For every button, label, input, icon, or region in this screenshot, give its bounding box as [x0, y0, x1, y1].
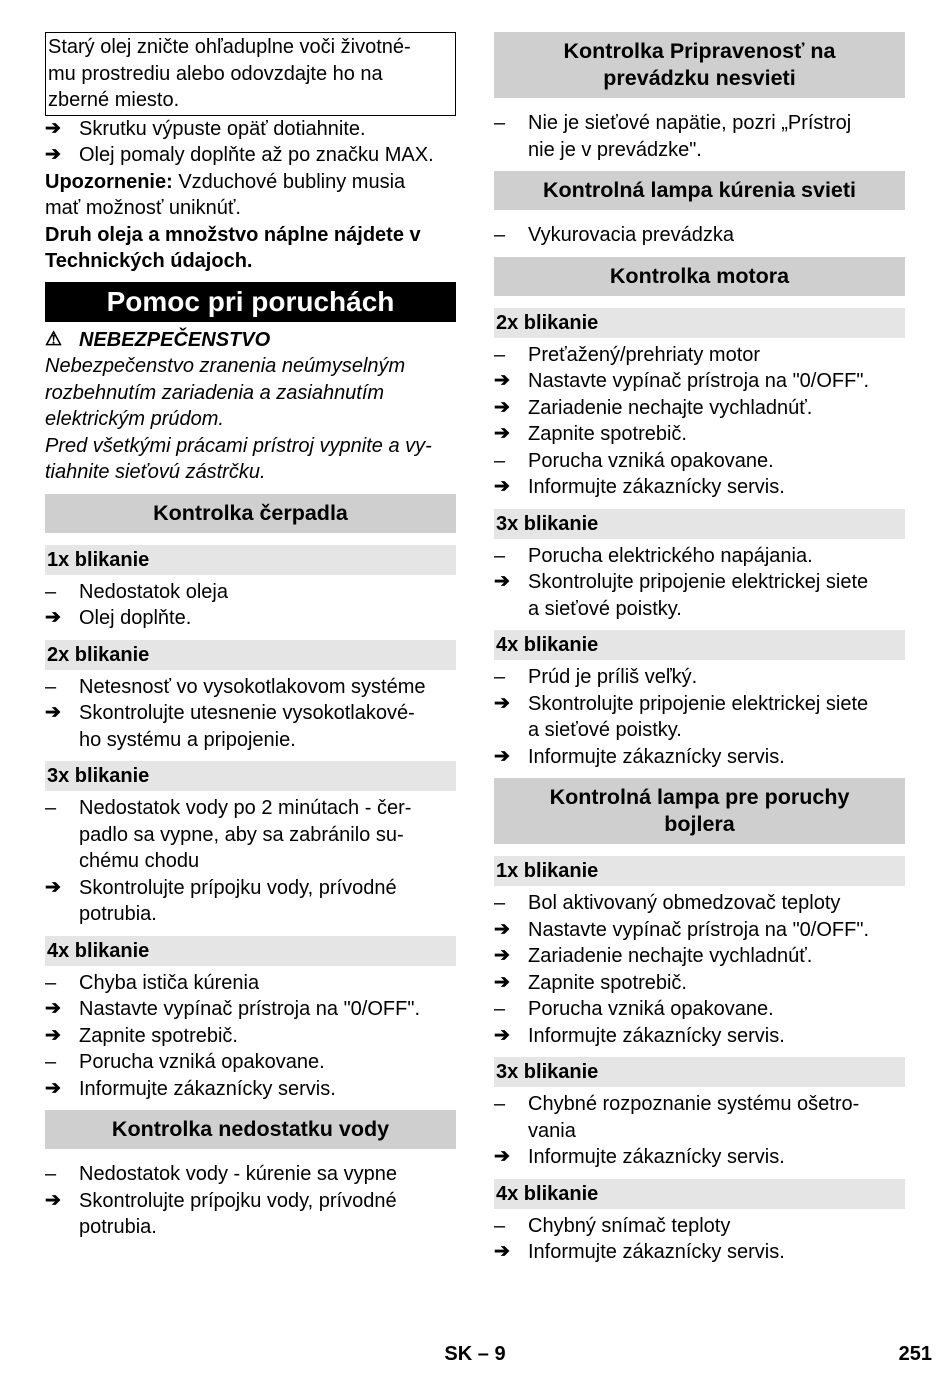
- item-text: [528, 917, 905, 944]
- item-text: [79, 674, 456, 701]
- oil-info-line: Druh oleja a množstvo náplne nájdete v: [45, 223, 421, 246]
- note-line: mať možnosť uniknúť.: [45, 197, 241, 219]
- list-item: [45, 142, 456, 169]
- item-line: Porucha vzniká opakovane.: [528, 998, 774, 1020]
- item-text: [528, 368, 905, 395]
- blink-subheading: 2x blikanie: [494, 308, 905, 338]
- item-text: [79, 1049, 456, 1076]
- item-text: [528, 222, 905, 249]
- note-text: Vzduchové bubliny musia: [172, 170, 406, 193]
- item-line: Informujte zákaznícky servis.: [528, 476, 785, 498]
- arrow-right-icon: ➔: [494, 1146, 510, 1167]
- item-line: Skontrolujte utesnenie vysokotlakové-: [79, 702, 415, 724]
- item-line: Skontrolujte prípojku vody, prívodné: [79, 876, 397, 899]
- list-item: [494, 395, 905, 422]
- danger-label: NEBEZPEČENSTVO: [79, 328, 271, 351]
- item-line: Chybné rozpoznanie systému ošetro-: [528, 1093, 860, 1115]
- item-line: Skontrolujte pripojenie elektrickej siete: [528, 571, 869, 593]
- dash-bullet: –: [45, 1051, 57, 1073]
- arrow-right-icon: ➔: [45, 998, 61, 1019]
- blink-subheading: 3x blikanie: [494, 509, 905, 539]
- list-item: [45, 795, 456, 875]
- arrow-right-icon: ➔: [494, 571, 510, 592]
- item-line: vania: [528, 1119, 576, 1142]
- item-text: [528, 691, 905, 744]
- arrow-right-icon: ➔: [494, 396, 510, 418]
- item-line: Nedostatok vody - kúrenie sa vypne: [79, 1163, 397, 1185]
- danger-line: elektrickým prúdom.: [45, 408, 224, 430]
- heading-line: prevádzku nesvieti: [603, 66, 796, 90]
- item-text: [528, 1023, 905, 1050]
- boiler-sections: [494, 856, 905, 1266]
- list-item: [494, 890, 905, 917]
- step-text: Olej pomaly doplňte až po značku MAX.: [79, 144, 434, 166]
- item-text: [528, 395, 905, 422]
- list-item: [494, 744, 905, 771]
- dash-bullet: –: [494, 449, 506, 472]
- list-item: [45, 1161, 456, 1188]
- blink-subheading: 3x blikanie: [45, 761, 456, 791]
- dash-bullet: –: [494, 224, 506, 246]
- item-line: Informujte zákaznícky servis.: [79, 1077, 336, 1100]
- list-item: [45, 1188, 456, 1241]
- item-line: Chybný snímač teploty: [528, 1214, 731, 1237]
- item-text: [528, 970, 905, 997]
- motor-sections: [494, 308, 905, 771]
- item-line: Porucha vzniká opakovane.: [528, 449, 774, 472]
- list-item: [494, 691, 905, 744]
- item-line: Skontrolujte prípojku vody, prívodné: [79, 1189, 397, 1212]
- item-line: Preťažený/prehriaty motor: [528, 343, 761, 366]
- blink-subheading: 3x blikanie: [494, 1057, 905, 1087]
- list-item: [494, 421, 905, 448]
- arrow-right-icon: ➔: [494, 692, 510, 714]
- list-item: [494, 448, 905, 475]
- list-item: [494, 222, 905, 249]
- motor-indicator-heading: Kontrolka motora: [494, 257, 905, 296]
- item-line: Nedostatok vody po 2 minútach - čer-: [79, 797, 412, 819]
- item-text: [528, 569, 905, 622]
- danger-heading: [45, 327, 456, 354]
- ready-items: [494, 110, 905, 163]
- list-item: [45, 970, 456, 997]
- arrow-right-icon: ➔: [494, 1241, 510, 1262]
- section-title: Pomoc pri poruchách: [45, 282, 456, 322]
- note-paragraph: [45, 169, 456, 196]
- list-item: [45, 700, 456, 753]
- item-line: Bol aktivovaný obmedzovač teploty: [528, 892, 841, 914]
- item-text: [528, 1239, 905, 1266]
- item-text: [528, 744, 905, 771]
- item-text: [79, 1076, 456, 1103]
- arrow-right-icon: ➔: [494, 476, 510, 497]
- danger-line: rozbehnutím zariadenia a zasiahnutím: [45, 381, 385, 404]
- dash-bullet: –: [494, 343, 506, 366]
- list-item: [494, 943, 905, 970]
- item-text: [79, 1161, 456, 1188]
- list-item: [45, 996, 456, 1023]
- dash-bullet: –: [494, 892, 506, 914]
- list-item: [494, 1144, 905, 1171]
- blink-subheading: 2x blikanie: [45, 640, 456, 670]
- box-line: Starý olej zničte ohľaduplne voči životné-: [48, 36, 411, 58]
- dash-bullet: –: [45, 1163, 57, 1185]
- warning-triangle-icon: ⚠: [45, 328, 63, 350]
- dash-bullet: –: [494, 666, 506, 688]
- item-line: a sieťové poistky.: [528, 719, 682, 741]
- item-line: Zapnite spotrebič.: [528, 423, 687, 445]
- ready-indicator-heading: [494, 32, 905, 98]
- danger-line: Nebezpečenstvo zranenia neúmyselným: [45, 355, 406, 377]
- dash-bullet: –: [494, 1214, 506, 1237]
- dash-bullet: –: [45, 797, 57, 819]
- heading-line: Kontrolná lampa pre poruchy: [549, 785, 850, 809]
- item-line: Olej doplňte.: [79, 607, 192, 629]
- item-line: Nie je sieťové napätie, pozri „Prístroj: [528, 112, 852, 134]
- danger-line: tiahnite sieťovú zástrčku.: [45, 461, 266, 483]
- item-line: chému chodu: [79, 850, 200, 872]
- item-line: Informujte zákaznícky servis.: [528, 1241, 785, 1263]
- heading-line: Kontrolka Pripravenosť na: [563, 39, 836, 63]
- item-line: Prúd je príliš veľký.: [528, 666, 698, 688]
- list-item: [45, 116, 456, 143]
- dash-bullet: –: [45, 971, 57, 994]
- pump-indicator-heading: Kontrolka čerpadla: [45, 494, 456, 533]
- left-column: [45, 32, 456, 1241]
- item-text: [528, 342, 905, 369]
- blink-subheading: 1x blikanie: [45, 545, 456, 575]
- list-item: [494, 569, 905, 622]
- item-line: Chyba ističa kúrenia: [79, 971, 260, 994]
- dash-bullet: –: [494, 544, 506, 567]
- step-text: Skrutku výpuste opäť dotiahnite.: [79, 117, 366, 140]
- list-item: [494, 342, 905, 369]
- item-line: Zapnite spotrebič.: [79, 1024, 238, 1047]
- item-text: [528, 890, 905, 917]
- page-number: 251: [898, 1343, 932, 1365]
- dash-bullet: –: [494, 112, 506, 134]
- pump-sections: [45, 545, 456, 1103]
- item-line: Informujte zákaznícky servis.: [528, 745, 785, 768]
- arrow-right-icon: ➔: [45, 702, 61, 723]
- water-shortage-items: [45, 1161, 456, 1241]
- blink-subheading: 4x blikanie: [45, 936, 456, 966]
- list-item: [494, 1239, 905, 1266]
- blink-subheading: 1x blikanie: [494, 856, 905, 886]
- list-item: [494, 543, 905, 570]
- item-text: [79, 970, 456, 997]
- arrow-right-icon: ➔: [45, 1077, 61, 1099]
- arrow-right-icon: ➔: [45, 144, 61, 165]
- item-text: [79, 875, 456, 928]
- item-text: [528, 1091, 905, 1144]
- item-line: Zariadenie nechajte vychladnúť.: [528, 396, 813, 419]
- list-item: [494, 664, 905, 691]
- item-line: Nastavte vypínač prístroja na "0/OFF".: [79, 998, 420, 1020]
- arrow-right-icon: ➔: [45, 607, 61, 628]
- item-text: [79, 605, 456, 632]
- arrow-right-icon: ➔: [45, 876, 61, 898]
- item-text: [528, 448, 905, 475]
- arrow-right-icon: ➔: [494, 918, 510, 940]
- item-text: [528, 1213, 905, 1240]
- item-line: Nastavte vypínač prístroja na "0/OFF".: [528, 918, 869, 941]
- list-item: [494, 474, 905, 501]
- item-text: [528, 421, 905, 448]
- list-item: [494, 970, 905, 997]
- item-line: Netesnosť vo vysokotlakovom systéme: [79, 675, 426, 698]
- list-item: [494, 1091, 905, 1144]
- item-text: [79, 1023, 456, 1050]
- oil-info-line: Technických údajoch.: [45, 250, 253, 272]
- item-line: padlo sa vypne, aby sa zabránilo su-: [79, 823, 404, 846]
- dash-bullet: –: [494, 1093, 506, 1115]
- danger-line: Pred všetkými prácami prístroj vypnite a vy-: [45, 434, 432, 457]
- item-text: [528, 996, 905, 1023]
- box-line: zberné miesto.: [48, 89, 180, 111]
- list-item: [45, 674, 456, 701]
- arrow-right-icon: ➔: [45, 1189, 61, 1211]
- boiler-lamp-heading: [494, 778, 905, 844]
- dash-bullet: –: [494, 998, 506, 1020]
- list-item: [494, 1023, 905, 1050]
- list-item: [45, 1076, 456, 1103]
- item-text: [79, 996, 456, 1023]
- list-item: [494, 917, 905, 944]
- item-line: Informujte zákaznícky servis.: [528, 1146, 785, 1168]
- item-line: potrubia.: [79, 903, 157, 925]
- item-text: [79, 700, 456, 753]
- right-column: [494, 32, 905, 1266]
- water-shortage-heading: Kontrolka nedostatku vody: [45, 1110, 456, 1149]
- dash-bullet: –: [45, 675, 57, 698]
- list-item: [45, 605, 456, 632]
- item-line: ho systému a pripojenie.: [79, 728, 296, 751]
- arrow-right-icon: ➔: [494, 971, 510, 993]
- blink-subheading: 4x blikanie: [494, 1179, 905, 1209]
- item-line: Vykurovacia prevádzka: [528, 224, 735, 246]
- item-text: [528, 1144, 905, 1171]
- list-item: [45, 579, 456, 606]
- item-text: [79, 1188, 456, 1241]
- arrow-right-icon: ➔: [494, 1024, 510, 1046]
- heading-line: bojlera: [664, 812, 735, 836]
- item-line: nie je v prevádzke".: [528, 138, 702, 161]
- item-line: Porucha elektrického napájania.: [528, 544, 813, 567]
- item-line: potrubia.: [79, 1216, 157, 1238]
- arrow-right-icon: ➔: [45, 117, 61, 139]
- arrow-right-icon: ➔: [494, 745, 510, 767]
- item-line: Zariadenie nechajte vychladnúť.: [528, 945, 813, 967]
- item-text: [528, 943, 905, 970]
- item-line: Zapnite spotrebič.: [528, 971, 687, 994]
- disposal-note-box: [45, 32, 456, 116]
- list-item: [494, 1213, 905, 1240]
- list-item: [494, 996, 905, 1023]
- blink-subheading: 4x blikanie: [494, 630, 905, 660]
- item-line: a sieťové poistky.: [528, 597, 682, 620]
- arrow-right-icon: ➔: [45, 1024, 61, 1046]
- arrow-right-icon: ➔: [494, 423, 510, 444]
- item-text: [79, 579, 456, 606]
- item-line: Nastavte vypínač prístroja na "0/OFF".: [528, 370, 869, 392]
- heating-items: [494, 222, 905, 249]
- list-item: [45, 875, 456, 928]
- note-label: Upozornenie:: [45, 170, 173, 193]
- arrow-right-icon: ➔: [494, 945, 510, 966]
- list-item: [45, 1049, 456, 1076]
- item-line: Skontrolujte pripojenie elektrickej siete: [528, 692, 869, 715]
- list-item: [494, 368, 905, 395]
- dash-bullet: –: [45, 580, 57, 603]
- item-text: [528, 664, 905, 691]
- item-text: [528, 543, 905, 570]
- list-item: [45, 1023, 456, 1050]
- heating-lamp-heading: Kontrolná lampa kúrenia svieti: [494, 171, 905, 210]
- item-text: [79, 795, 456, 875]
- item-line: Porucha vzniká opakovane.: [79, 1051, 325, 1073]
- list-item: [494, 110, 905, 163]
- box-line: mu prostrediu alebo odovzdajte ho na: [48, 62, 383, 85]
- item-text: [528, 474, 905, 501]
- item-line: Informujte zákaznícky servis.: [528, 1024, 785, 1047]
- item-line: Nedostatok oleja: [79, 580, 228, 603]
- item-text: [528, 110, 905, 163]
- arrow-right-icon: ➔: [494, 370, 510, 391]
- footer-section-label: SK – 9: [444, 1343, 506, 1365]
